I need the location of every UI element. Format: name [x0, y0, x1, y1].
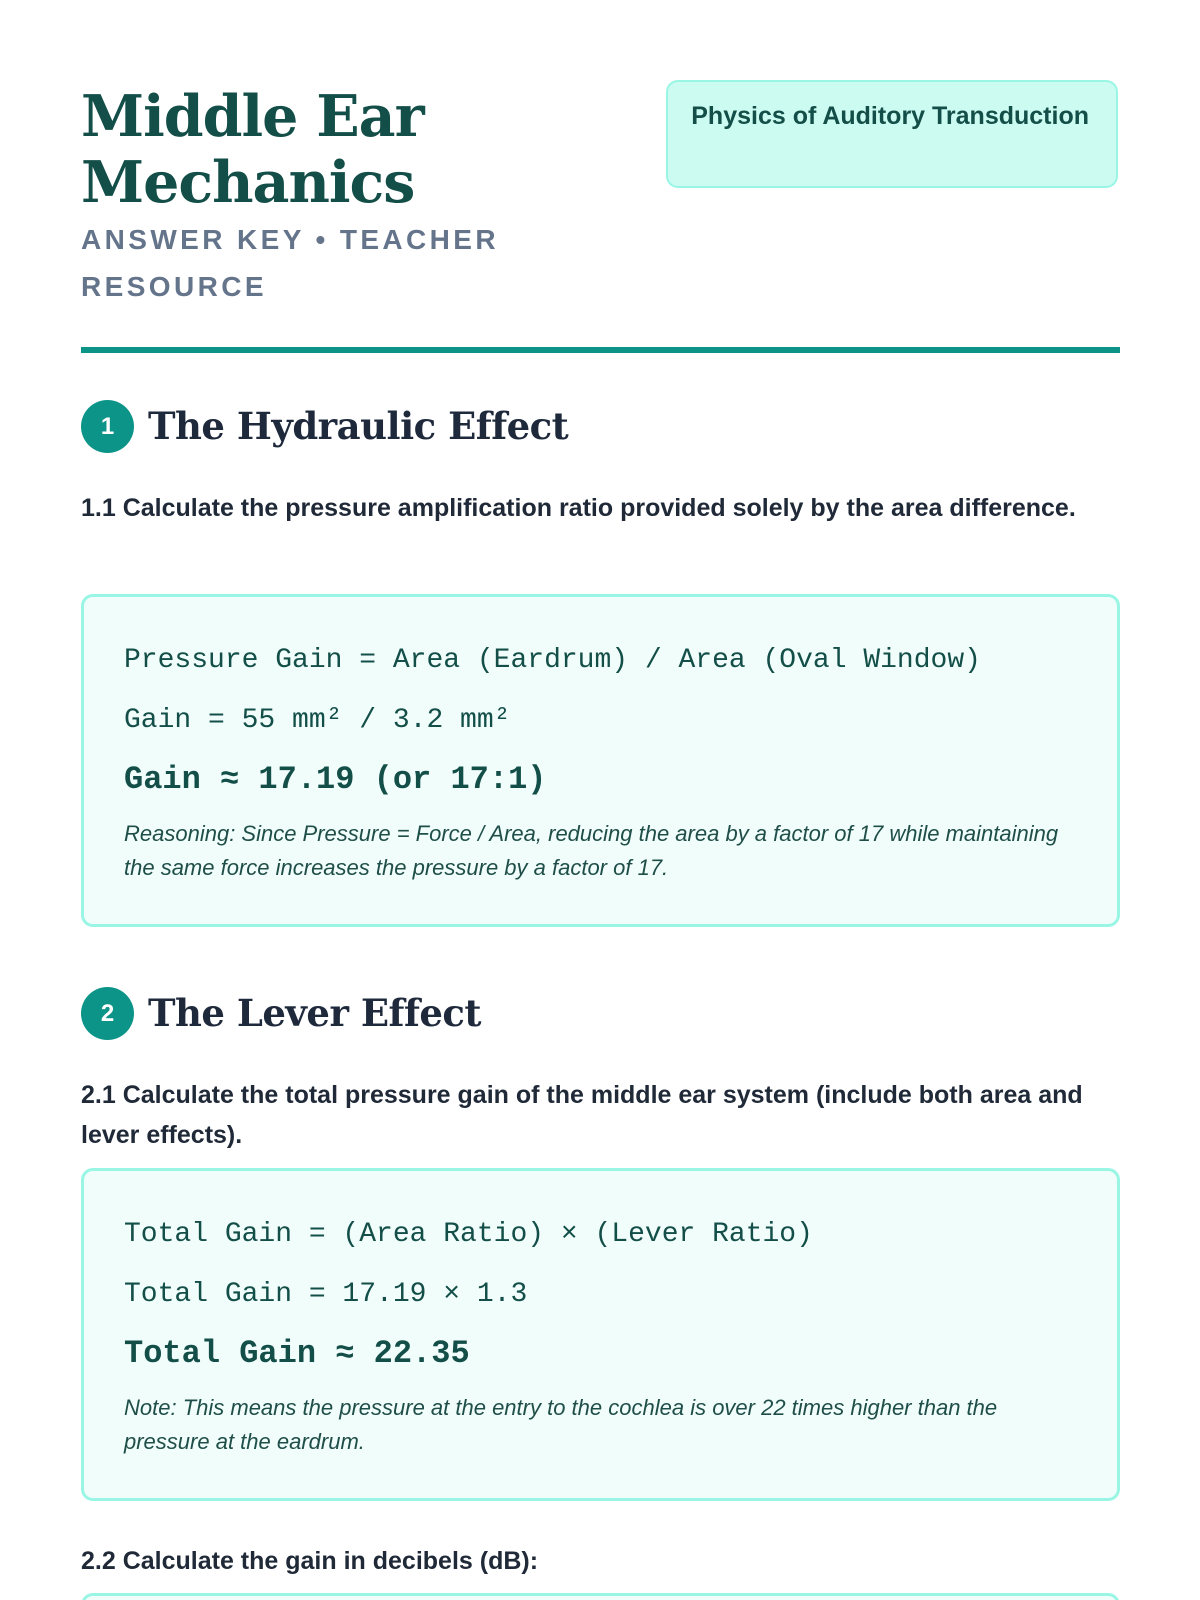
answer-box: [81, 1593, 1120, 1600]
formula-result: Gain ≈ 17.19 (or 17:1): [124, 761, 547, 798]
header-divider: [81, 347, 1120, 353]
formula-line: Total Gain = (Area Ratio) × (Lever Ratio): [124, 1219, 813, 1250]
page-title: Middle Ear Mechanics: [81, 83, 424, 216]
answer-key-page: [81, 0, 1120, 1600]
answer-box: [81, 594, 1120, 927]
section-number-badge: 2: [81, 987, 134, 1040]
section-title: The Lever Effect: [148, 991, 482, 1035]
question-prompt: 2.1 Calculate the total pressure gain of the middle ear system (include both area and lever effects).: [81, 1081, 1083, 1149]
formula-line: Total Gain = 17.19 × 1.3: [124, 1279, 528, 1310]
formula-result: Total Gain ≈ 22.35: [124, 1335, 470, 1372]
section-number-badge: 1: [81, 400, 134, 453]
formula-line: Pressure Gain = Area (Eardrum) / Area (Oval Window): [124, 645, 981, 676]
answer-note: Note: This means the pressure at the entry to the cochlea is over 22 times higher than the pressure at the eardrum.: [124, 1395, 998, 1454]
answer-box: [81, 1168, 1120, 1501]
topic-tag: Physics of Auditory Transduction: [666, 80, 1118, 188]
answer-reasoning: Reasoning: Since Pressure = Force / Area, reducing the area by a factor of 17 while maintaining the same force increases the pressure by a factor of 17.: [124, 821, 1059, 880]
question-prompt: 1.1 Calculate the pressure amplification ratio provided solely by the area difference.: [81, 494, 1076, 522]
page-header: [81, 80, 1120, 346]
section-heading: [81, 985, 1120, 1041]
section-heading: [81, 398, 1120, 454]
question-prompt: 2.2 Calculate the gain in decibels (dB):: [81, 1547, 539, 1575]
page-subtitle: ANSWER KEY • TEACHER RESOURCE: [81, 224, 499, 302]
formula-line: Gain = 55 mm² / 3.2 mm²: [124, 705, 511, 736]
section-title: The Hydraulic Effect: [148, 404, 569, 448]
